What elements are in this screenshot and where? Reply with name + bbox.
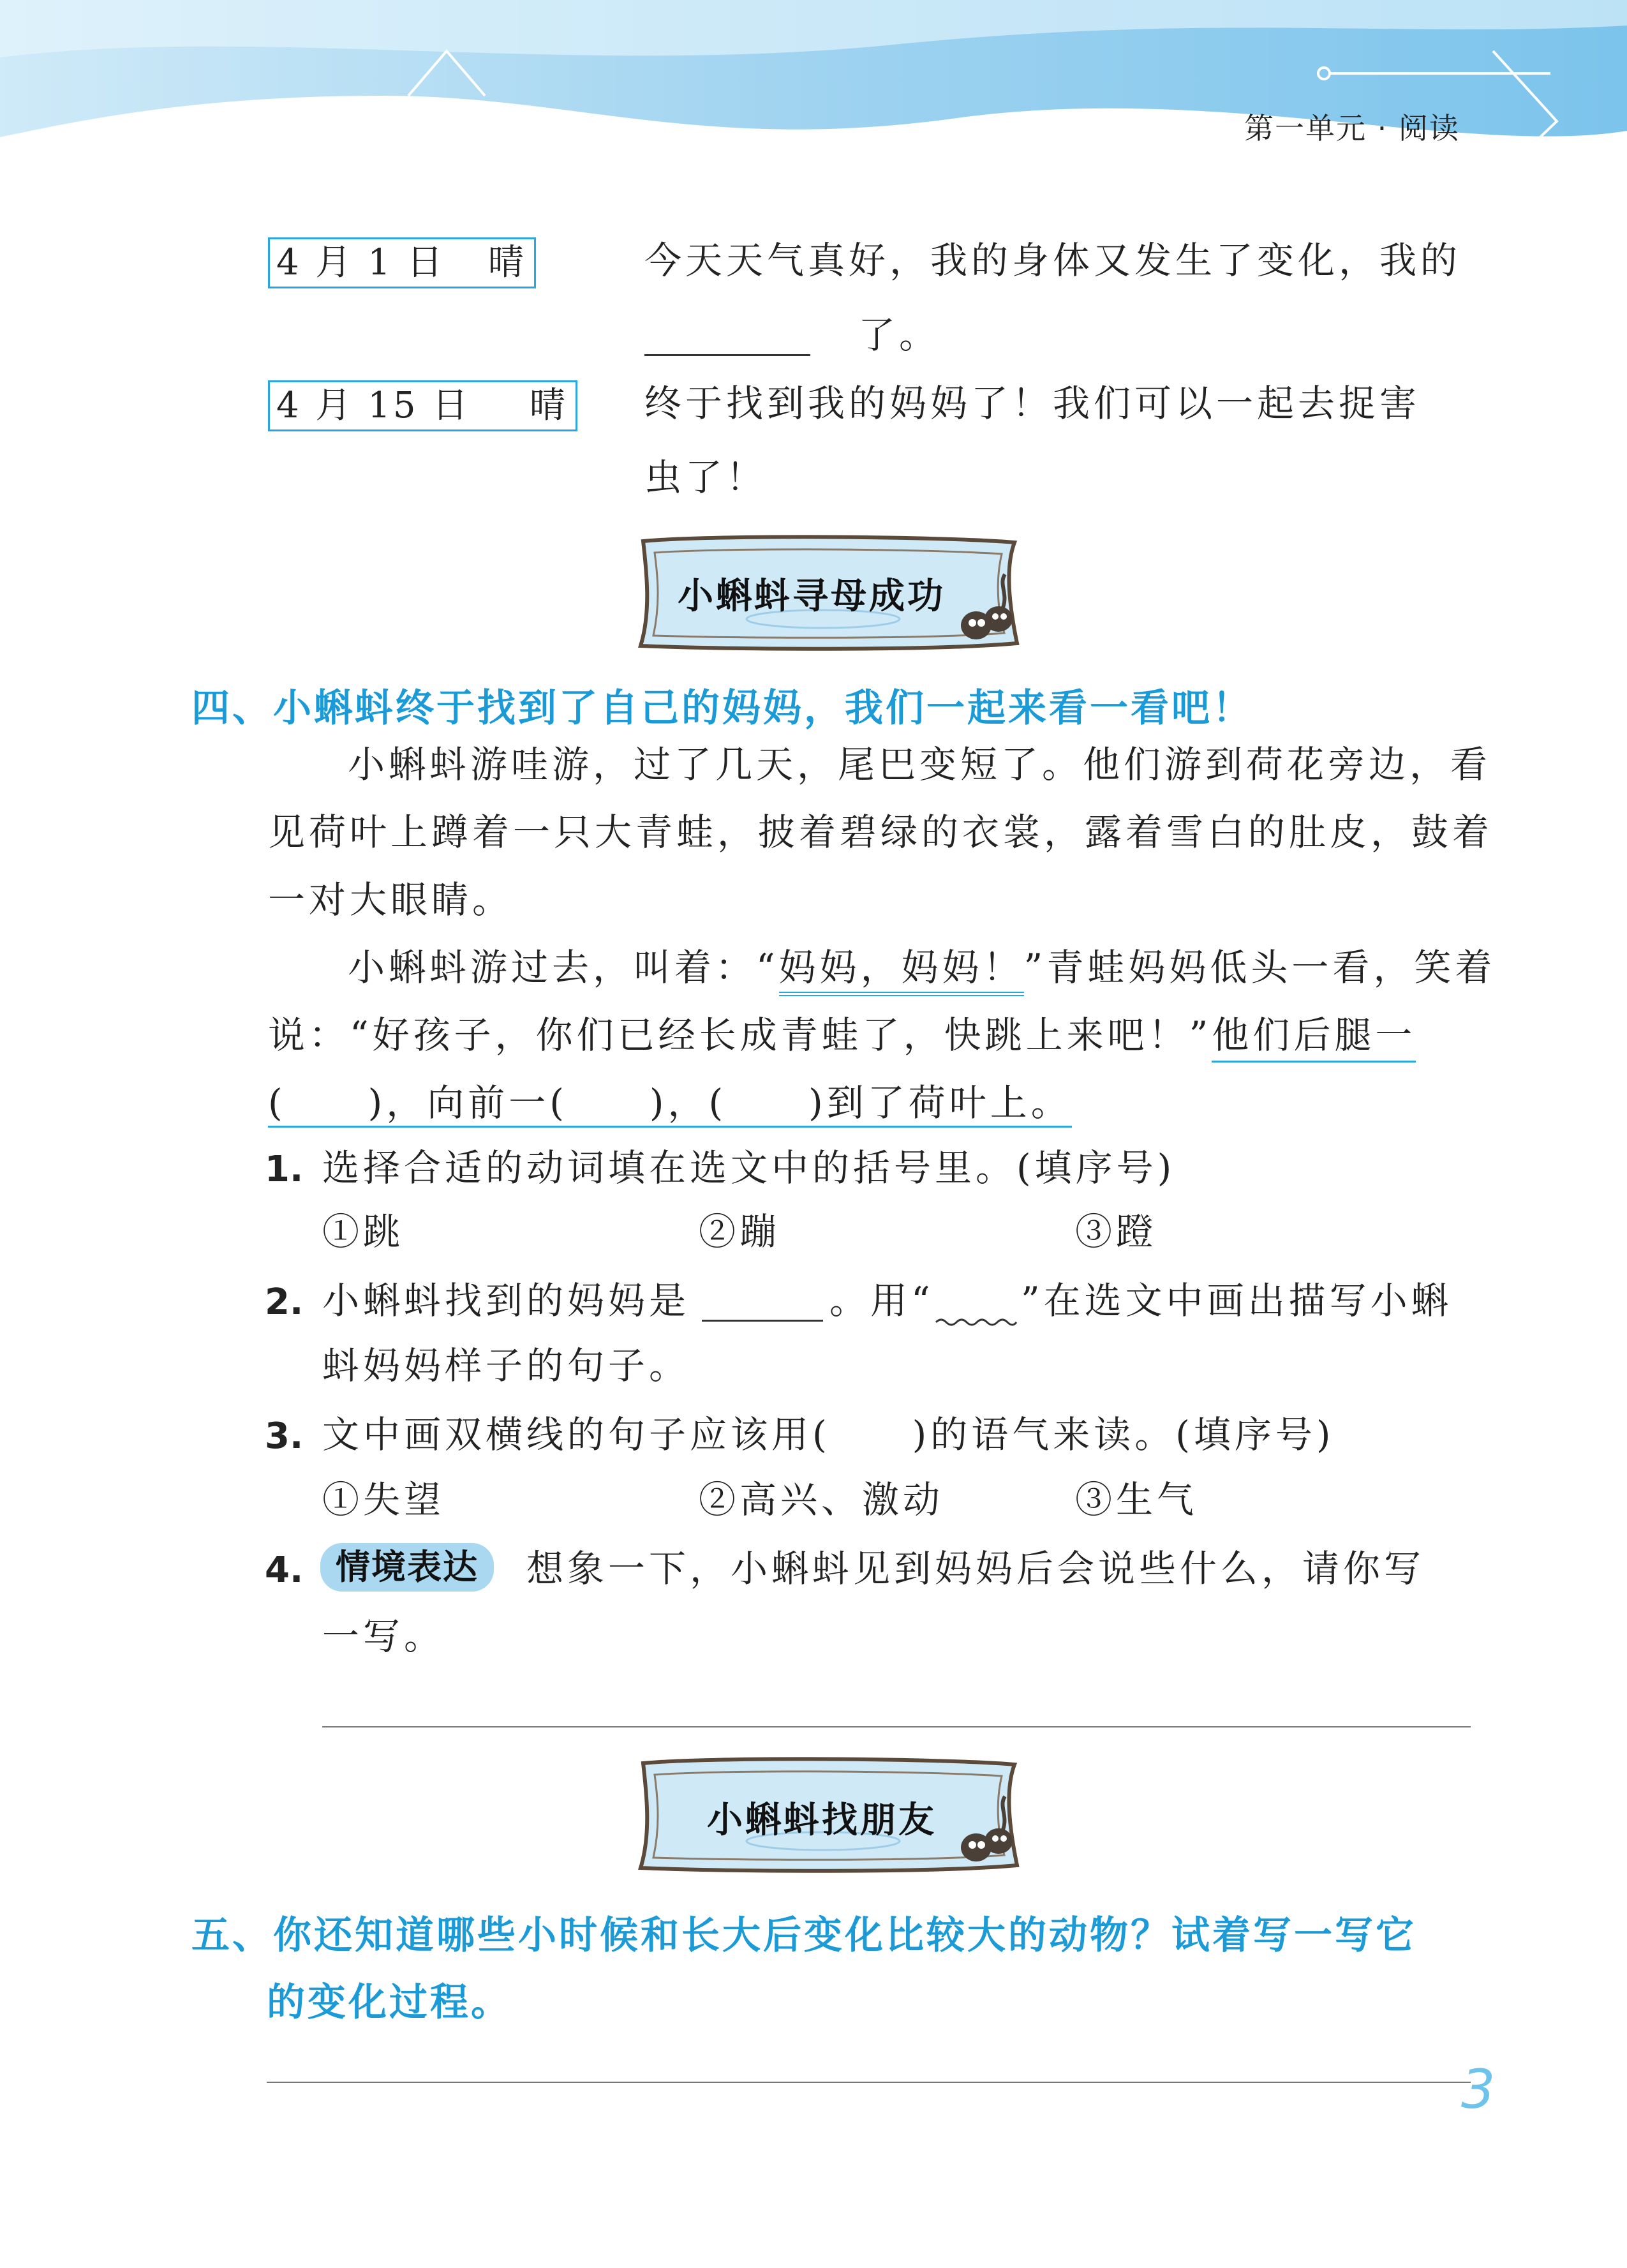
answer-blank-diary <box>644 354 810 356</box>
q2-answer-blank <box>702 1320 823 1322</box>
passage-p2-l2-a: 说：“好孩子，你们已经长成青蛙了，快跳上来吧！” <box>268 1013 1212 1057</box>
q3-option-2: ②高兴、激动 <box>699 1478 944 1521</box>
q2-text-c: ”在选文中画出描写小蝌 <box>1021 1279 1452 1322</box>
passage-p2-l1-a: 小蝌蚪游过去，叫着：“ <box>348 946 779 989</box>
diary-date-1: 4 月 1 日 <box>276 242 445 283</box>
q4-answer-line[interactable] <box>322 1726 1471 1727</box>
q3-option-3: ③生气 <box>1075 1478 1198 1521</box>
q1-number: 1. <box>265 1149 304 1190</box>
section5-title-l2: 的变化过程。 <box>267 1980 512 2025</box>
q1-option-3: ③蹬 <box>1075 1210 1157 1253</box>
section5-answer-line[interactable] <box>267 2082 1471 2083</box>
q4-text-line2: 一写。 <box>322 1615 445 1658</box>
diary-text-1: 今天天气真好，我的身体又发生了变化，我的 <box>644 239 1462 282</box>
section5-title-l1: 五、你还知道哪些小时候和长大后变化比较大的动物？试着写一写它 <box>191 1913 1416 1958</box>
page-number: 3 <box>1461 2058 1496 2121</box>
passage-p2-l1-c: ”青蛙妈妈低头一看，笑着 <box>1023 946 1496 989</box>
q2-text-b: 。用“ <box>829 1279 934 1322</box>
passage-p1-l3: 一对大眼睛。 <box>268 878 514 921</box>
diary-weather-2: 晴 <box>530 385 568 426</box>
q4-tag: 情境表达 <box>320 1543 494 1592</box>
passage-p1-l1: 小蝌蚪游哇游，过了几天，尾巴变短了。他们游到荷花旁边，看 <box>348 743 1492 786</box>
banner-title-1: 小蝌蚪寻母成功 <box>678 576 946 617</box>
q3-number: 3. <box>265 1415 304 1457</box>
diary-text-1b: 了。 <box>858 313 940 357</box>
q2-number: 2. <box>265 1281 304 1323</box>
q3-text: 文中画双横线的句子应该用( )的语气来读。(填序号) <box>322 1413 1335 1456</box>
q4-text: 想象一下，小蝌蚪见到妈妈后会说些什么，请你写 <box>526 1547 1425 1590</box>
passage-p2-l1 <box>348 948 1496 987</box>
underlined-sentence-a: 他们后腿一 <box>1212 1013 1416 1063</box>
passage-p2-l2 <box>268 1013 1416 1057</box>
q4-number: 4. <box>265 1549 304 1591</box>
q2-text-line2: 蚪妈妈样子的句子。 <box>322 1344 690 1387</box>
diary-date-box-2 <box>268 380 577 431</box>
wavy-line-icon <box>935 1316 1018 1329</box>
diary-text-2b: 虫了！ <box>644 456 768 499</box>
diary-date-box-1 <box>268 237 536 288</box>
q3-option-1: ①失望 <box>322 1478 445 1521</box>
section-header: 第一单元 · 阅读 <box>1244 111 1460 145</box>
q1-text: 选择合适的动词填在选文中的括号里。(填序号) <box>322 1146 1176 1190</box>
q1-option-1: ①跳 <box>322 1210 405 1253</box>
diary-date-2: 4 月 15 日 <box>276 385 471 426</box>
q2-text-a: 小蝌蚪找到的妈妈是 <box>322 1279 690 1322</box>
passage-p1-l2: 见荷叶上蹲着一只大青蛙，披着碧绿的衣裳，露着雪白的肚皮，鼓着 <box>268 810 1494 854</box>
passage-p2-l3: ( )，向前一( )，( )到了荷叶上。 <box>268 1084 1072 1128</box>
double-underlined-sentence: 妈妈，妈妈！ <box>779 946 1024 996</box>
section4-title: 四、小蝌蚪终于找到了自己的妈妈，我们一起来看一看吧！ <box>191 686 1253 731</box>
q1-option-2: ②蹦 <box>699 1210 781 1253</box>
diary-weather-1: 晴 <box>488 242 526 283</box>
diary-text-2: 终于找到我的妈妈了！我们可以一起去捉害 <box>644 382 1421 425</box>
banner-title-2: 小蝌蚪找朋友 <box>707 1800 937 1841</box>
